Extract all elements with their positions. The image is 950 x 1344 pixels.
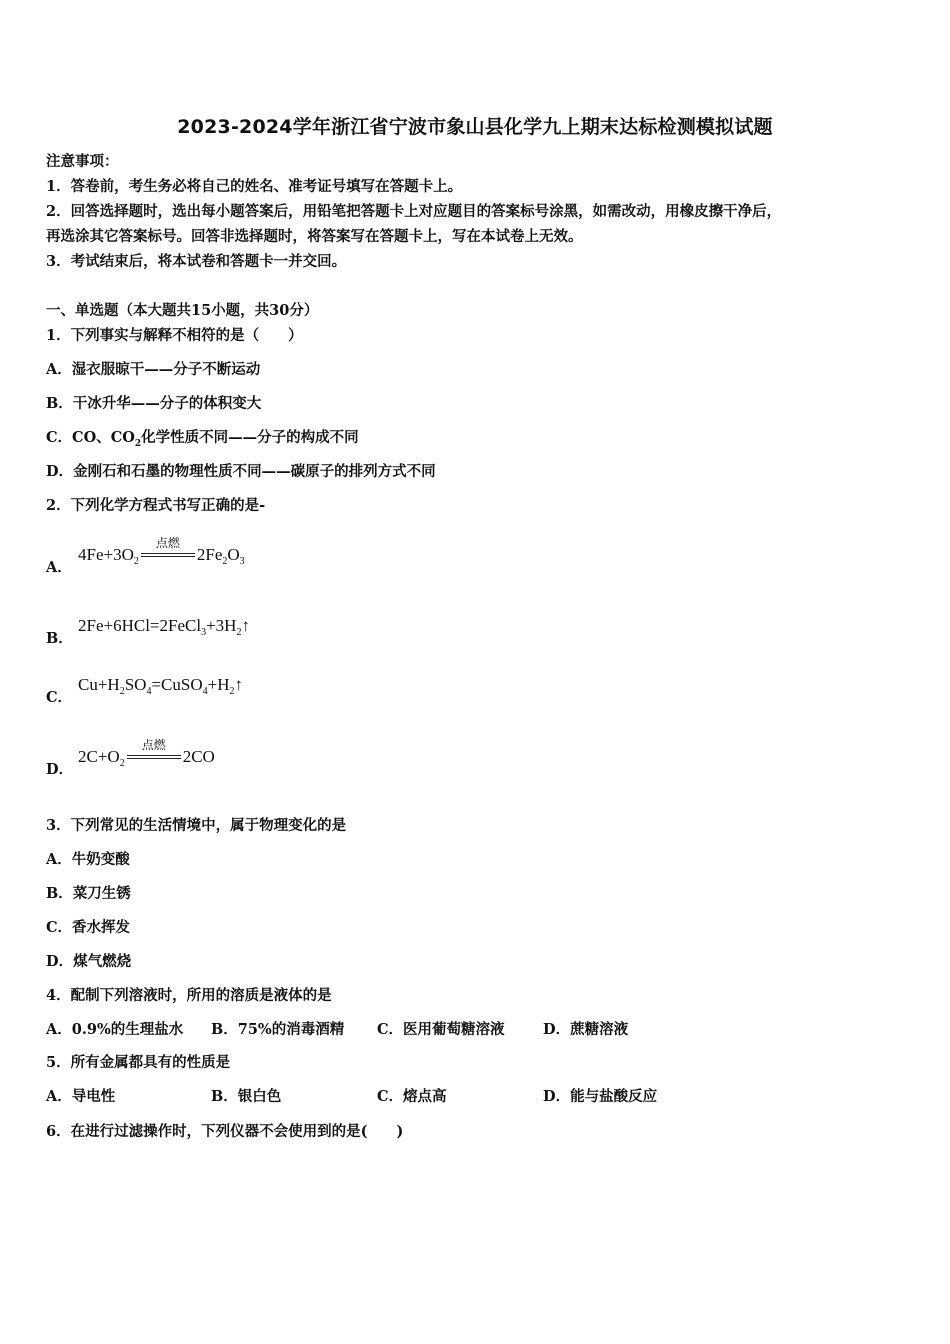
eq-d-rhs: 2CO [182,747,215,766]
q3-option-d: D．煤气燃烧 [46,953,132,970]
ignition-label: 点燃 [141,738,166,753]
eq-c-sub: 2 [229,686,235,697]
q1-option-b: B．干冰升华——分子的体积变大 [46,395,262,412]
q2-label-d: D． [46,761,74,778]
eq-c-part: =CuSO [151,675,203,694]
q5-option-d: D．能与盐酸反应 [543,1088,658,1105]
eq-c-sub: 4 [202,686,208,697]
q4-option-a: A．0.9%的生理盐水 [46,1021,184,1038]
q5-option-c: C．熔点高 [377,1088,447,1105]
eq-b-sub: 2 [236,627,242,638]
q2-label-b: B． [46,630,73,647]
eq-b-part: +3H [206,616,237,635]
q5-option-a: A．导电性 [46,1088,116,1105]
q5-stem: 5．所有金属都具有的性质是 [46,1054,231,1071]
eq-c-sub: 2 [119,686,125,697]
eq-b-sub: 3 [201,627,207,638]
eq-a-rhs2: O [227,545,240,564]
notice-heading: 注意事项： [46,153,119,170]
eq-a-rhs-sub2: 3 [239,556,245,567]
eq-a-rhs-sub1: 2 [222,556,228,567]
eq-c-part: +H [207,675,230,694]
q1-option-c-suffix: 化学性质不同——分子的构成不同 [141,429,359,446]
q3-option-a: A．牛奶变酸 [46,851,130,868]
eq-c-part: Cu+H [78,675,120,694]
q2-label-c: C． [46,689,73,706]
ignition-condition [141,536,195,566]
eq-d-lhs-sub: 2 [119,758,125,769]
eq-a-lhs-sub: 2 [133,556,139,567]
section-heading: 一、单选题（本大题共15小题，共30分） [46,302,319,319]
ignition-label: 点燃 [155,536,180,551]
q1-option-d: D．金刚石和石墨的物理性质不同——碳原子的排列方式不同 [46,463,436,480]
q1-option-a: A．湿衣服晾干——分子不断运动 [46,361,261,378]
q4-option-c: C．医用葡萄糖溶液 [377,1021,505,1038]
q1-stem: 1．下列事实与解释不相符的是（ ） [46,327,303,344]
eq-c-sub: 4 [146,686,152,697]
q5-option-b: B．银白色 [211,1088,282,1105]
exam-title: 2023-2024学年浙江省宁波市象山县化学九上期末达标检测模拟试题 [177,116,773,138]
q1-option-c-sub: 2 [134,438,142,449]
ignition-condition [127,738,181,768]
q1-option-c [46,428,359,454]
gas-arrow: ↑ [241,616,250,635]
eq-b-part: 2Fe+6HCl=2FeCl [78,616,202,635]
q6-stem: 6．在进行过滤操作时，下列仪器不会使用到的是( ) [46,1123,404,1140]
q3-stem: 3．下列常见的生活情境中，属于物理变化的是 [46,817,347,834]
q3-option-b: B．菜刀生锈 [46,885,131,902]
q2-equation-c [78,675,243,697]
eq-a-lhs: 4Fe+3O [78,545,134,564]
q1-option-c-prefix: C．CO、CO [46,429,135,446]
q4-option-b: B．75%的消毒酒精 [211,1021,345,1038]
q2-equation-d [78,738,215,769]
notice-item-2-cont: 再选涂其它答案标号。回答非选择题时，将答案写在答题卡上，写在本试卷上无效。 [46,228,583,245]
q2-label-a: A． [46,559,72,576]
notice-item-3: 3．考试结束后，将本试卷和答题卡一并交回。 [46,253,347,270]
q2-equation-a [78,536,245,567]
eq-a-rhs: 2Fe [196,545,223,564]
gas-arrow: ↑ [234,675,243,694]
q4-option-d: D．蔗糖溶液 [543,1021,629,1038]
eq-d-lhs: 2C+O [78,747,120,766]
q2-equation-b [78,616,250,638]
q3-option-c: C．香水挥发 [46,919,131,936]
q4-stem: 4．配制下列溶液时，所用的溶质是液体的是 [46,987,332,1004]
notice-item-1: 1．答卷前，考生务必将自己的姓名、准考证号填写在答题卡上。 [46,178,463,195]
eq-c-part: SO [124,675,147,694]
notice-item-2: 2．回答选择题时，选出每小题答案后，用铅笔把答题卡上对应题目的答案标号涂黑，如需改动，用橡皮擦干净后， [46,203,782,220]
q2-stem: 2．下列化学方程式书写正确的是- [46,497,266,514]
